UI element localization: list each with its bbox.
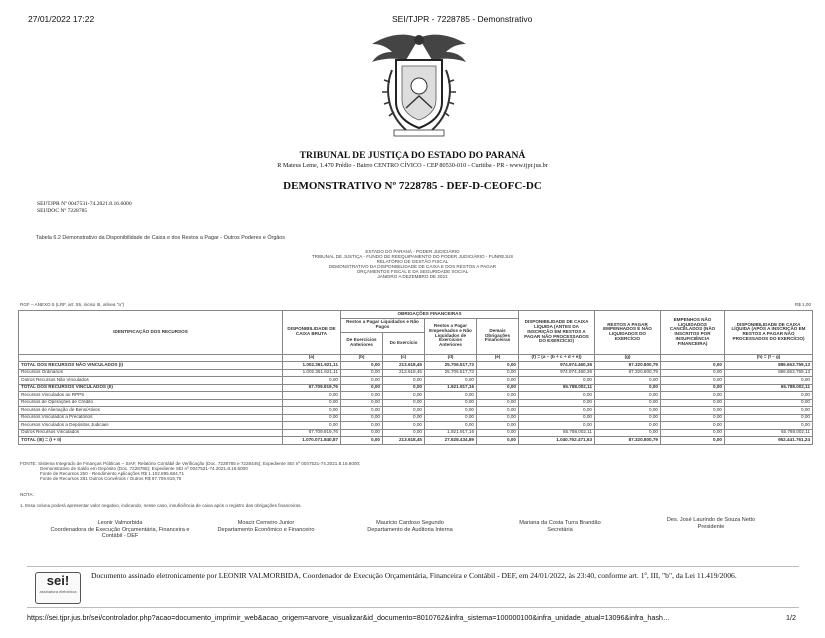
value-cell: 0,00 <box>283 422 341 430</box>
value-cell: 0,00 <box>383 422 425 430</box>
value-cell: 0,00 <box>725 377 813 385</box>
row-label: Recursos Vinculados ao RPPS <box>19 392 283 400</box>
header-net-cash-before: DISPONIBILIDADE DE CAIXA LÍQUIDA (ANTES DA INSCRIÇÃO EM RESTOS A PAGAR NÃO PROCESSADOS DO EXERCÍCIO) <box>519 311 595 355</box>
row-label: Recursos Vinculados a Depósitos Judiciais <box>19 422 283 430</box>
value-cell: 886.653.759,13 <box>725 369 813 377</box>
value-cell: 0,00 <box>425 377 477 385</box>
table-row <box>19 399 813 407</box>
value-cell: 0,00 <box>477 422 519 430</box>
document-title: DEMONSTRATIVO Nº 7228785 - DEF-D-CEOFC-DC <box>283 180 542 192</box>
value-cell: 0,00 <box>661 429 725 437</box>
signer-role: Departamento de Auditoria Interna <box>367 526 453 533</box>
signer-role: Departamento Econômico e Financeiro <box>217 526 315 533</box>
row-label: Recursos de Operações de Crédito <box>19 399 283 407</box>
print-page-title: SEI/TJPR - 7228785 - Demonstrativo <box>392 14 533 24</box>
value-cell: 0,00 <box>283 407 341 415</box>
value-cell: 87.320.800,79 <box>595 369 661 377</box>
header-rp-committed: Restos a Pagar Empenhados e Não Liquidados de Exercícios Anteriores <box>425 318 477 354</box>
letter-cell <box>661 354 725 362</box>
value-cell: 0,00 <box>519 422 595 430</box>
value-cell: 0,00 <box>383 392 425 400</box>
print-page-number: 1/2 <box>786 613 796 622</box>
value-cell: 0,00 <box>425 392 477 400</box>
value-cell: 213.618,45 <box>383 362 425 370</box>
value-cell: 0,00 <box>595 429 661 437</box>
value-cell: 0,00 <box>477 369 519 377</box>
header-net-cash-after: DISPONIBILIDADE DE CAIXA LÍQUIDA (APÓS A INSCRIÇÃO EM RESTOS A PAGAR NÃO PROCESSADOS DO EXERCÍCIO) <box>725 311 813 355</box>
value-cell: 0,00 <box>661 384 725 392</box>
source-line: Demonstrativo de Saldo em Depósito (Doc. 7228785); Expediente SEI nº 0047531-74.2021.8.16.6000 <box>40 466 248 472</box>
signature-block <box>340 520 480 533</box>
value-cell: 0,00 <box>519 399 595 407</box>
value-cell: 0,00 <box>661 377 725 385</box>
letter-cell <box>19 354 283 362</box>
value-cell: 87.320.800,79 <box>595 437 661 445</box>
value-cell: 0,00 <box>477 377 519 385</box>
source-line: FONTE: Sistema Integrado de Finanças Públicas – SIAF, Relatório Contábil de Verificação (Doc. 7228785 e 7228445); Expediente SEI nº 0047531-74.2021.8.16.6000; <box>20 461 361 466</box>
value-cell: 0,00 <box>477 414 519 422</box>
value-cell: 1.002.361.921,11 <box>283 362 341 370</box>
signature-block <box>198 520 334 533</box>
value-cell: 0,00 <box>341 422 383 430</box>
value-cell: 0,00 <box>341 377 383 385</box>
value-cell: 0,00 <box>283 377 341 385</box>
table-caption: Tabela 6.2 Demonstrativo da Disponibilidade de Caixa e dos Restos a Pagar - Outros Poderes e Órgãos <box>36 235 286 241</box>
report-header-line: DEMONSTRATIVO DA DISPONIBILIDADE DE CAIXA E DOS RESTOS A PAGAR <box>328 264 497 270</box>
value-cell: 1.921.917,16 <box>425 384 477 392</box>
letter-cell: (h) = (f – g) <box>725 354 813 362</box>
row-label: TOTAL (III) = (I + II) <box>19 437 283 445</box>
row-label: Recursos Vinculados a Precatórios <box>19 414 283 422</box>
table-row <box>19 377 813 385</box>
header-rp-liquidated: Restos a Pagar Liquidados e Não Pagos <box>341 318 425 332</box>
letter-cell: (a) <box>283 354 341 362</box>
signer-name: Leonir Valmorbida <box>97 520 143 526</box>
header-cancelled-commitments: EMPENHOS NÃO LIQUIDADOS CANCELADOS (NÃO INSCRITOS POR INSUFICIÊNCIA FINANCEIRA) <box>661 311 725 355</box>
value-cell: 67.709.919,76 <box>283 384 341 392</box>
signature-block <box>636 517 786 530</box>
value-cell: 0,00 <box>283 414 341 422</box>
cash-availability-table <box>18 310 813 445</box>
header-financial-obligations: OBRIGAÇÕES FINANCEIRAS <box>341 311 519 319</box>
signer-name: Moacir Cerneiro Junior <box>237 520 295 526</box>
row-label: TOTAL DOS RECURSOS NÃO VINCULADOS (I) <box>19 362 283 370</box>
print-datetime: 27/01/2022 17:22 <box>28 14 95 24</box>
value-cell: 0,00 <box>425 407 477 415</box>
row-label: Outros Recursos Não Vinculados <box>19 377 283 385</box>
value-cell: 0,00 <box>725 399 813 407</box>
value-cell: 0,00 <box>283 399 341 407</box>
report-header <box>0 249 825 279</box>
value-cell: 0,00 <box>661 362 725 370</box>
row-label: Outros Recursos Vinculados <box>19 429 283 437</box>
court-address: R Mateus Leme, 1.470 Prédio - Bairro CENTRO CÍVICO - CEP 80530-010 - Curitiba - PR - www.tjpr.jus.br <box>277 162 548 169</box>
value-cell: 0,00 <box>725 422 813 430</box>
value-cell: 25.706.517,73 <box>425 362 477 370</box>
value-cell: 0,00 <box>661 414 725 422</box>
header-identification: IDENTIFICAÇÃO DOS RECURSOS <box>19 311 283 355</box>
value-cell: 0,00 <box>383 384 425 392</box>
table-row <box>19 414 813 422</box>
value-cell: 0,00 <box>477 399 519 407</box>
value-cell: 65.788.002,11 <box>519 429 595 437</box>
row-label: TOTAL DOS RECURSOS VINCULADOS (II) <box>19 384 283 392</box>
value-cell: 0,00 <box>661 369 725 377</box>
value-cell: 0,00 <box>519 414 595 422</box>
value-cell: 0,00 <box>661 422 725 430</box>
value-cell: 0,00 <box>425 422 477 430</box>
value-cell: 0,00 <box>425 399 477 407</box>
value-cell: 0,00 <box>661 399 725 407</box>
header-gross-cash: DISPONIBILIDADE DE CAIXA BRUTA <box>283 311 341 355</box>
note-label: NOTA: <box>20 492 34 497</box>
report-header-line: RELATÓRIO DE GESTÃO FISCAL <box>376 259 449 265</box>
value-cell: 952.441.761,24 <box>725 437 813 445</box>
value-cell: 27.628.434,89 <box>425 437 477 445</box>
coat-of-arms-icon <box>366 30 472 142</box>
table-row <box>19 422 813 430</box>
value-cell: 0,00 <box>477 437 519 445</box>
note-text: 1. Essa coluna poderá apresentar valor negativo, indicando, nesse caso, insuficiência de caixa após o registro das obrigações financeiras. <box>20 503 302 508</box>
value-cell: 974.974.460,36 <box>519 362 595 370</box>
signer-name: Mauricio Cardoso Segundo <box>376 520 444 526</box>
value-cell: 0,00 <box>341 414 383 422</box>
electronic-signature-panel <box>27 566 799 608</box>
value-cell: 0,00 <box>519 407 595 415</box>
value-cell: 0,00 <box>595 407 661 415</box>
value-cell: 1.070.071.840,87 <box>283 437 341 445</box>
signer-role: Coordenadora de Execução Orçamentária, Financeira e Contábil - DEF <box>50 526 190 540</box>
value-cell: 0,00 <box>595 392 661 400</box>
table-row <box>19 369 813 377</box>
electronic-signature-statement: Documento assinado eletronicamente por LEONIR VALMORBIDA, Coordenador de Execução Orçamentária, Financeira e Contábil - DEF, em 24/01/2022, às 23:40, conforme art. 1º, III, "b", da Lei 11.419/2006. <box>91 571 737 580</box>
table-row <box>19 362 813 370</box>
letter-cell: (g) <box>595 354 661 362</box>
signer-role: Secretária <box>547 526 573 533</box>
value-cell: 213.618,45 <box>383 437 425 445</box>
value-cell: 0,00 <box>383 407 425 415</box>
report-header-line: JANEIRO A DEZEMBRO DE 2021 <box>377 274 448 280</box>
value-cell: 0,00 <box>383 429 425 437</box>
signer-name: Mariana da Costa Turra Brandão <box>519 520 601 526</box>
value-cell: 0,00 <box>341 429 383 437</box>
header-current-year: Do Exercício <box>383 332 425 354</box>
value-cell: 0,00 <box>595 422 661 430</box>
value-cell: 65.788.002,11 <box>519 384 595 392</box>
table-body <box>19 362 813 445</box>
value-cell: 1.040.762.471,63 <box>519 437 595 445</box>
value-cell: 87.320.800,79 <box>595 362 661 370</box>
value-cell: 65.788.002,11 <box>725 429 813 437</box>
value-cell: 0,00 <box>477 429 519 437</box>
letter-cell: (f) = (a – (b + c + d + e)) <box>519 354 595 362</box>
document-ref: SEI!DOC Nº 7228785 <box>37 208 88 214</box>
value-cell: 0,00 <box>661 392 725 400</box>
value-cell: 0,00 <box>725 392 813 400</box>
value-cell: 65.788.002,11 <box>725 384 813 392</box>
value-cell: 0,00 <box>477 384 519 392</box>
signer-role: Presidente <box>697 523 725 530</box>
print-url: https://sei.tjpr.jus.br/sei/controlador.php?acao=documento_imprimir_web&acao_origem=arvore_visualizar&id_documento=8010762&infra_sistema=100000100&infra_unidade_atual=13096&infra_hash… <box>27 613 671 622</box>
table-row <box>19 437 813 445</box>
value-cell: 0,00 <box>341 399 383 407</box>
process-ref: SEI!TJPR Nº 0047531-74.2021.8.16.6000 <box>37 201 132 207</box>
letter-cell: (b) <box>341 354 383 362</box>
value-cell: 0,00 <box>341 407 383 415</box>
value-cell: 886.653.759,13 <box>725 362 813 370</box>
signature-block <box>490 520 630 533</box>
value-cell: 0,00 <box>425 414 477 422</box>
value-cell: 0,00 <box>477 362 519 370</box>
value-cell: 0,00 <box>595 377 661 385</box>
value-cell: 0,00 <box>341 362 383 370</box>
value-cell: 67.709.919,76 <box>283 429 341 437</box>
table-row <box>19 429 813 437</box>
value-cell: 0,00 <box>383 377 425 385</box>
header-other-obligations: Demais Obrigações Financeiras <box>477 318 519 354</box>
value-cell: 1.921.917,16 <box>425 429 477 437</box>
value-cell: 0,00 <box>661 437 725 445</box>
value-cell: 213.618,45 <box>383 369 425 377</box>
letter-cell: (e) <box>477 354 519 362</box>
value-cell: 0,00 <box>477 407 519 415</box>
header-rp-unliquidated: RESTOS A PAGAR EMPENHADOS E NÃO LIQUIDADOS DO EXERCÍCIO <box>595 311 661 355</box>
value-cell: 0,00 <box>341 384 383 392</box>
value-cell: 0,00 <box>595 414 661 422</box>
value-cell: 25.706.517,73 <box>425 369 477 377</box>
letter-cell: (c) <box>383 354 425 362</box>
report-header-line: ESTADO DO PARANÁ - PODER JUDICIÁRIO <box>365 249 460 254</box>
value-cell: 0,00 <box>383 399 425 407</box>
header-previous-years: De Exercícios Anteriores <box>341 332 383 354</box>
value-cell: 0,00 <box>725 414 813 422</box>
report-header-line: ORÇAMENTOS FISCAL E DA SEGURIDADE SOCIAL <box>356 269 469 275</box>
letter-cell: (d) <box>425 354 477 362</box>
table-row <box>19 407 813 415</box>
rgf-annex-label: RGF – ANEXO 5 (LRF, art. 55, inciso III, alínea "a") <box>20 302 125 307</box>
value-cell: 0,00 <box>595 384 661 392</box>
value-cell: 0,00 <box>519 392 595 400</box>
value-cell: 0,00 <box>341 437 383 445</box>
table-row <box>19 384 813 392</box>
source-line: Fonte de Recursos 281 Outros Convênios / Outros R$ 67.709.919,76 <box>40 476 182 482</box>
value-cell: 0,00 <box>283 392 341 400</box>
table-row <box>19 392 813 400</box>
court-name: TRIBUNAL DE JUSTIÇA DO ESTADO DO PARANÁ <box>299 150 526 161</box>
value-cell: 0,00 <box>595 399 661 407</box>
source-note <box>20 461 360 481</box>
row-label: Recursos de Alienação de Bens/Ativos <box>19 407 283 415</box>
value-cell: 0,00 <box>725 407 813 415</box>
signature-block <box>50 520 190 540</box>
value-cell: 0,00 <box>519 377 595 385</box>
signer-name: Des. José Laurindo de Souza Netto <box>666 517 756 523</box>
value-cell: 1.002.361.921,11 <box>283 369 341 377</box>
value-cell: 974.974.460,36 <box>519 369 595 377</box>
source-line: Fonte de Recursos 250 - Rendimento Aplicações R$ 1.102.895.684,71 <box>40 471 185 477</box>
value-cell: 0,00 <box>661 407 725 415</box>
row-label: Recursos Ordinários <box>19 369 283 377</box>
value-cell: 0,00 <box>477 392 519 400</box>
value-cell: 0,00 <box>341 392 383 400</box>
value-cell: 0,00 <box>341 369 383 377</box>
sei-logo-icon: sei! assinatura eletrônica <box>35 572 81 604</box>
currency-unit: R$ 1,00 <box>794 302 811 307</box>
report-header-line: TRIBUNAL DE JUSTIÇA - FUNDO DE REEQUIPAMENTO DO PODER JUDICIÁRIO - FUNREJUS <box>311 254 514 260</box>
value-cell: 0,00 <box>383 414 425 422</box>
